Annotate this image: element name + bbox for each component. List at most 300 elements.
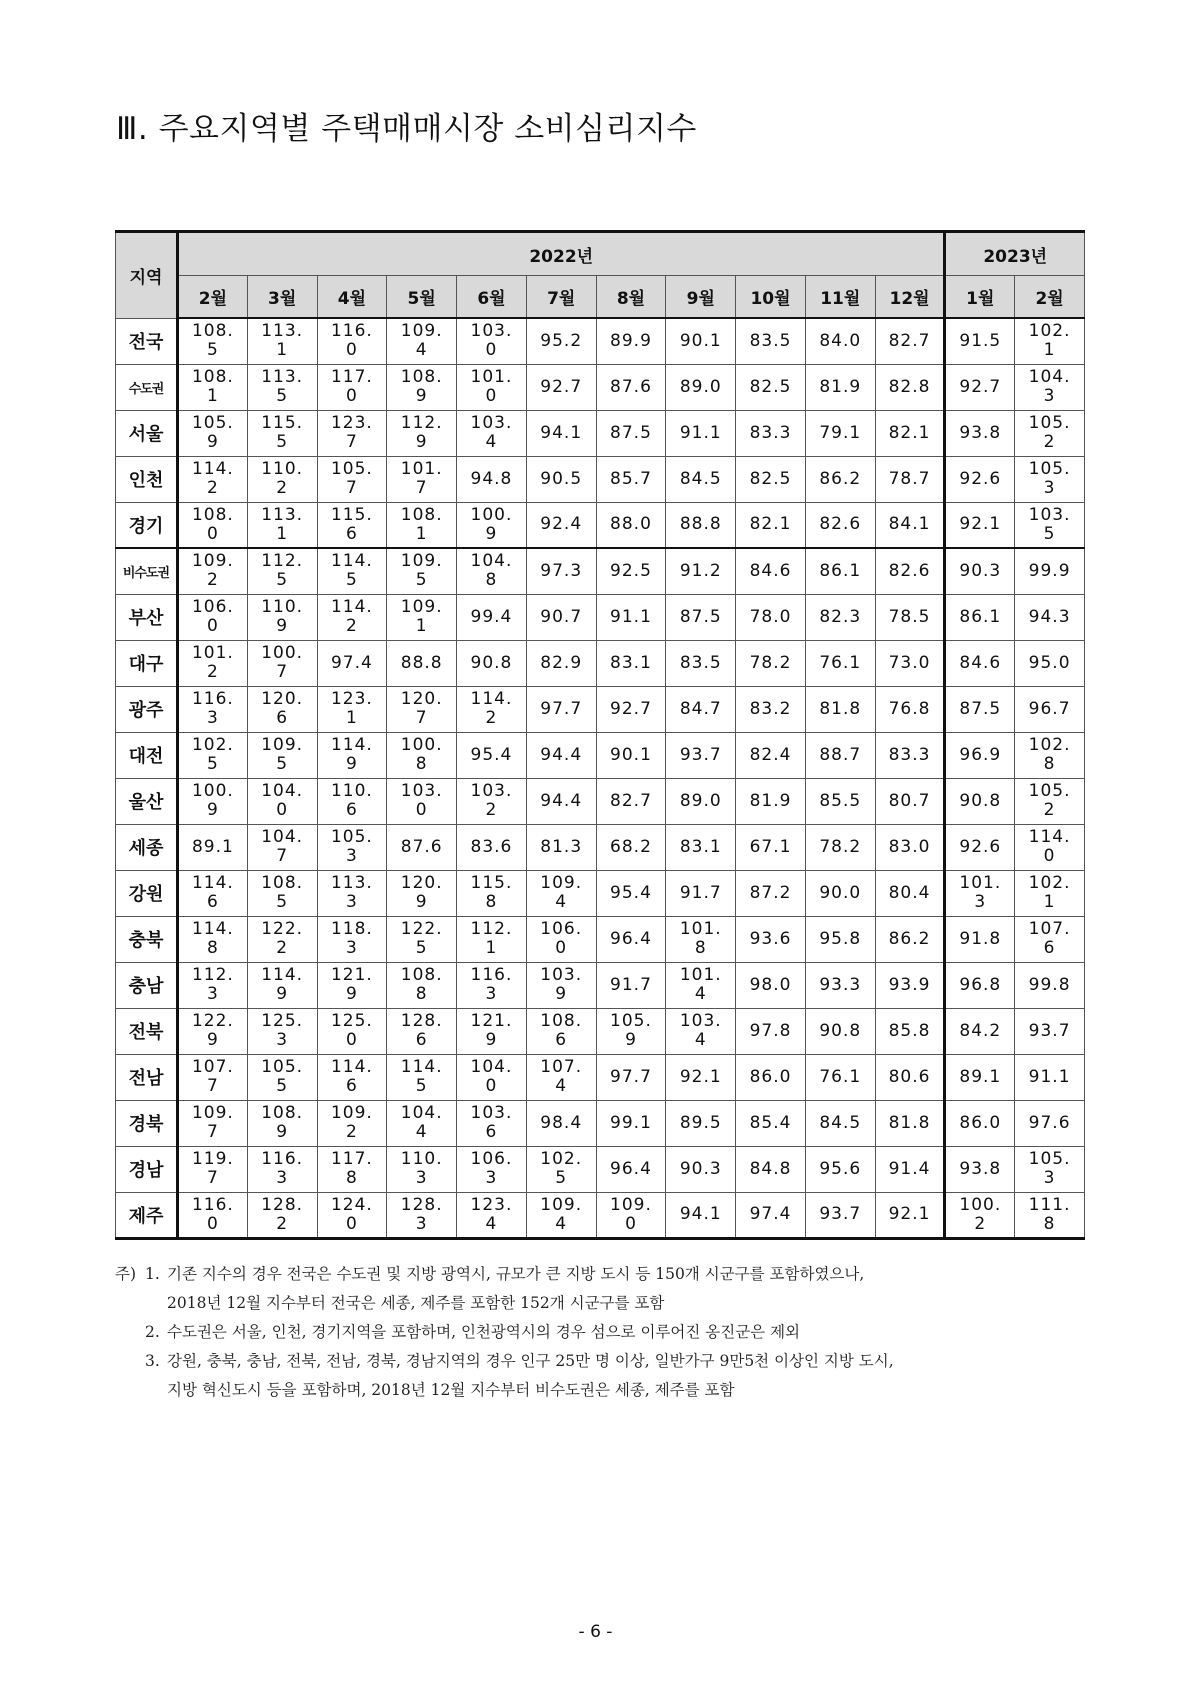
value-cell: 105.9 — [596, 1008, 666, 1054]
value-cell: 108.9 — [387, 364, 457, 410]
value-cell: 102.1 — [1015, 318, 1085, 364]
value-cell: 87.6 — [387, 824, 457, 870]
value-cell: 87.5 — [596, 410, 666, 456]
value-cell: 114.6 — [178, 870, 248, 916]
region-cell: 경남 — [116, 1146, 178, 1192]
region-cell: 세종 — [116, 824, 178, 870]
value-cell: 81.8 — [875, 1100, 945, 1146]
value-cell: 92.5 — [596, 548, 666, 594]
table-row — [116, 962, 1085, 1008]
value-cell: 78.0 — [736, 594, 806, 640]
footnote-item — [115, 1260, 1095, 1289]
value-cell: 93.9 — [875, 962, 945, 1008]
region-cell: 비수도권 — [116, 548, 178, 594]
value-cell: 91.5 — [945, 318, 1015, 364]
value-cell: 83.5 — [666, 640, 736, 686]
footnote-continuation: 2018년 12월 지수부터 전국은 세종, 제주를 포함한 152개 시군구를 포함 — [167, 1294, 665, 1312]
value-cell: 91.4 — [875, 1146, 945, 1192]
value-cell: 86.0 — [736, 1054, 806, 1100]
value-cell: 97.8 — [736, 1008, 806, 1054]
value-cell: 93.7 — [805, 1192, 875, 1238]
region-cell: 경기 — [116, 502, 178, 548]
value-cell: 112.5 — [247, 548, 317, 594]
value-cell: 102.5 — [178, 732, 248, 778]
value-cell: 93.7 — [666, 732, 736, 778]
value-cell: 103.0 — [387, 778, 457, 824]
value-cell: 82.9 — [526, 640, 596, 686]
value-cell: 80.6 — [875, 1054, 945, 1100]
value-cell: 113.1 — [247, 318, 317, 364]
month-header: 3월 — [247, 276, 317, 319]
value-cell: 96.4 — [596, 1146, 666, 1192]
value-cell: 113.1 — [247, 502, 317, 548]
value-cell: 116.0 — [178, 1192, 248, 1238]
value-cell: 109.4 — [526, 870, 596, 916]
value-cell: 128.6 — [387, 1008, 457, 1054]
footnote-item — [115, 1318, 1095, 1347]
table-row — [116, 456, 1085, 502]
value-cell: 114.2 — [317, 594, 387, 640]
table-row — [116, 870, 1085, 916]
value-cell: 121.9 — [317, 962, 387, 1008]
value-cell: 78.7 — [875, 456, 945, 502]
value-cell: 89.1 — [945, 1054, 1015, 1100]
value-cell: 86.0 — [945, 1100, 1015, 1146]
page-number: - 6 - — [578, 1622, 613, 1642]
value-cell: 114.5 — [317, 548, 387, 594]
value-cell: 95.6 — [805, 1146, 875, 1192]
value-cell: 107.7 — [178, 1054, 248, 1100]
month-header: 8월 — [596, 276, 666, 319]
value-cell: 93.3 — [805, 962, 875, 1008]
value-cell: 105.9 — [178, 410, 248, 456]
table-row — [116, 686, 1085, 732]
value-cell: 76.1 — [805, 1054, 875, 1100]
value-cell: 94.4 — [526, 778, 596, 824]
value-cell: 106.0 — [178, 594, 248, 640]
value-cell: 105.3 — [1015, 1146, 1085, 1192]
value-cell: 84.8 — [736, 1146, 806, 1192]
value-cell: 82.7 — [596, 778, 666, 824]
footnote-prefix — [115, 1347, 145, 1376]
value-cell: 89.0 — [666, 364, 736, 410]
value-cell: 102.5 — [526, 1146, 596, 1192]
value-cell: 97.7 — [526, 686, 596, 732]
table-row — [116, 916, 1085, 962]
table-row — [116, 732, 1085, 778]
table-row — [116, 1192, 1085, 1238]
value-cell: 112.1 — [457, 916, 527, 962]
value-cell: 118.3 — [317, 916, 387, 962]
value-cell: 83.0 — [875, 824, 945, 870]
value-cell: 81.9 — [805, 364, 875, 410]
footnote-continuation: 지방 혁신도시 등을 포함하며, 2018년 12월 지수부터 비수도권은 세종, 제주를 포함 — [167, 1381, 735, 1399]
value-cell: 115.5 — [247, 410, 317, 456]
value-cell: 90.5 — [526, 456, 596, 502]
value-cell: 109.2 — [178, 548, 248, 594]
value-cell: 92.6 — [945, 456, 1015, 502]
region-cell: 충남 — [116, 962, 178, 1008]
value-cell: 114.5 — [387, 1054, 457, 1100]
month-header-row — [116, 276, 1085, 319]
value-cell: 101.2 — [178, 640, 248, 686]
value-cell: 116.3 — [457, 962, 527, 1008]
value-cell: 119.7 — [178, 1146, 248, 1192]
value-cell: 111.8 — [1015, 1192, 1085, 1238]
value-cell: 110.2 — [247, 456, 317, 502]
value-cell: 110.6 — [317, 778, 387, 824]
value-cell: 117.8 — [317, 1146, 387, 1192]
table-row — [116, 824, 1085, 870]
value-cell: 92.4 — [526, 502, 596, 548]
value-cell: 108.9 — [247, 1100, 317, 1146]
value-cell: 95.8 — [805, 916, 875, 962]
value-cell: 84.2 — [945, 1008, 1015, 1054]
value-cell: 97.3 — [526, 548, 596, 594]
value-cell: 78.5 — [875, 594, 945, 640]
value-cell: 108.8 — [387, 962, 457, 1008]
value-cell: 122.9 — [178, 1008, 248, 1054]
value-cell: 88.8 — [387, 640, 457, 686]
table-body — [116, 318, 1085, 1238]
value-cell: 105.2 — [1015, 410, 1085, 456]
value-cell: 106.0 — [526, 916, 596, 962]
table-row — [116, 778, 1085, 824]
value-cell: 103.0 — [457, 318, 527, 364]
value-cell: 82.7 — [875, 318, 945, 364]
value-cell: 78.2 — [805, 824, 875, 870]
month-header: 1월 — [945, 276, 1015, 319]
region-cell: 광주 — [116, 686, 178, 732]
footnote-prefix: 주) — [115, 1265, 137, 1283]
month-header: 6월 — [457, 276, 527, 319]
value-cell: 101.8 — [666, 916, 736, 962]
month-header: 5월 — [387, 276, 457, 319]
value-cell: 91.7 — [666, 870, 736, 916]
region-cell: 수도권 — [116, 364, 178, 410]
table-row — [116, 640, 1085, 686]
value-cell: 83.5 — [736, 318, 806, 364]
value-cell: 84.5 — [805, 1100, 875, 1146]
value-cell: 108.1 — [178, 364, 248, 410]
region-cell: 제주 — [116, 1192, 178, 1238]
value-cell: 89.1 — [178, 824, 248, 870]
value-cell: 80.4 — [875, 870, 945, 916]
month-header: 9월 — [666, 276, 736, 319]
value-cell: 92.6 — [945, 824, 1015, 870]
month-header: 11월 — [805, 276, 875, 319]
value-cell: 109.0 — [596, 1192, 666, 1238]
value-cell: 108.5 — [247, 870, 317, 916]
value-cell: 91.2 — [666, 548, 736, 594]
value-cell: 83.6 — [457, 824, 527, 870]
value-cell: 120.7 — [387, 686, 457, 732]
region-cell: 전남 — [116, 1054, 178, 1100]
value-cell: 96.4 — [596, 916, 666, 962]
value-cell: 79.1 — [805, 410, 875, 456]
value-cell: 109.5 — [247, 732, 317, 778]
value-cell: 67.1 — [736, 824, 806, 870]
value-cell: 96.7 — [1015, 686, 1085, 732]
value-cell: 128.2 — [247, 1192, 317, 1238]
value-cell: 95.2 — [526, 318, 596, 364]
table-row — [116, 548, 1085, 594]
table-row — [116, 502, 1085, 548]
value-cell: 104.7 — [247, 824, 317, 870]
value-cell: 112.3 — [178, 962, 248, 1008]
value-cell: 84.1 — [875, 502, 945, 548]
footnotes — [115, 1260, 1095, 1405]
footnote-item — [115, 1347, 1095, 1376]
value-cell: 94.1 — [666, 1192, 736, 1238]
value-cell: 81.3 — [526, 824, 596, 870]
value-cell: 104.8 — [457, 548, 527, 594]
value-cell: 93.6 — [736, 916, 806, 962]
value-cell: 108.0 — [178, 502, 248, 548]
value-cell: 73.0 — [875, 640, 945, 686]
value-cell: 84.0 — [805, 318, 875, 364]
value-cell: 106.3 — [457, 1146, 527, 1192]
value-cell: 92.1 — [945, 502, 1015, 548]
value-cell: 120.6 — [247, 686, 317, 732]
value-cell: 95.0 — [1015, 640, 1085, 686]
value-cell: 82.1 — [736, 502, 806, 548]
value-cell: 86.2 — [805, 456, 875, 502]
value-cell: 95.4 — [457, 732, 527, 778]
value-cell: 92.1 — [666, 1054, 736, 1100]
value-cell: 88.7 — [805, 732, 875, 778]
value-cell: 87.5 — [945, 686, 1015, 732]
value-cell: 90.7 — [526, 594, 596, 640]
value-cell: 91.1 — [596, 594, 666, 640]
value-cell: 100.2 — [945, 1192, 1015, 1238]
value-cell: 83.3 — [875, 732, 945, 778]
table-row — [116, 1146, 1085, 1192]
consumer-sentiment-table — [115, 230, 1085, 1240]
value-cell: 125.3 — [247, 1008, 317, 1054]
value-cell: 128.3 — [387, 1192, 457, 1238]
value-cell: 82.8 — [875, 364, 945, 410]
value-cell: 82.5 — [736, 364, 806, 410]
value-cell: 76.8 — [875, 686, 945, 732]
value-cell: 109.4 — [526, 1192, 596, 1238]
value-cell: 85.5 — [805, 778, 875, 824]
value-cell: 84.5 — [666, 456, 736, 502]
value-cell: 97.4 — [736, 1192, 806, 1238]
value-cell: 99.4 — [457, 594, 527, 640]
value-cell: 90.8 — [457, 640, 527, 686]
value-cell: 114.9 — [247, 962, 317, 1008]
value-cell: 105.2 — [1015, 778, 1085, 824]
year-2022-header: 2022년 — [178, 232, 945, 276]
value-cell: 100.9 — [457, 502, 527, 548]
value-cell: 98.0 — [736, 962, 806, 1008]
value-cell: 100.8 — [387, 732, 457, 778]
value-cell: 82.4 — [736, 732, 806, 778]
value-cell: 91.7 — [596, 962, 666, 1008]
value-cell: 82.1 — [875, 410, 945, 456]
value-cell: 122.2 — [247, 916, 317, 962]
value-cell: 109.2 — [317, 1100, 387, 1146]
value-cell: 68.2 — [596, 824, 666, 870]
footnote-text: 수도권은 서울, 인천, 경기지역을 포함하며, 인천광역시의 경우 섬으로 이루어진 옹진군은 제외 — [167, 1323, 801, 1341]
value-cell: 96.8 — [945, 962, 1015, 1008]
value-cell: 76.1 — [805, 640, 875, 686]
value-cell: 97.4 — [317, 640, 387, 686]
year-2023-header: 2023년 — [945, 232, 1085, 276]
value-cell: 109.1 — [387, 594, 457, 640]
value-cell: 94.3 — [1015, 594, 1085, 640]
value-cell: 123.7 — [317, 410, 387, 456]
value-cell: 105.3 — [1015, 456, 1085, 502]
region-cell: 부산 — [116, 594, 178, 640]
value-cell: 84.7 — [666, 686, 736, 732]
table-row — [116, 1054, 1085, 1100]
value-cell: 80.7 — [875, 778, 945, 824]
region-header: 지역 — [116, 232, 178, 319]
value-cell: 122.5 — [387, 916, 457, 962]
value-cell: 120.9 — [387, 870, 457, 916]
value-cell: 82.6 — [805, 502, 875, 548]
value-cell: 97.6 — [1015, 1100, 1085, 1146]
value-cell: 109.4 — [387, 318, 457, 364]
region-cell: 강원 — [116, 870, 178, 916]
value-cell: 93.7 — [1015, 1008, 1085, 1054]
region-cell: 인천 — [116, 456, 178, 502]
table-row — [116, 318, 1085, 364]
value-cell: 101.0 — [457, 364, 527, 410]
value-cell: 91.8 — [945, 916, 1015, 962]
value-cell: 81.9 — [736, 778, 806, 824]
value-cell: 124.0 — [317, 1192, 387, 1238]
footnote-number: 3. — [145, 1352, 160, 1370]
month-header: 2월 — [178, 276, 248, 319]
value-cell: 87.2 — [736, 870, 806, 916]
value-cell: 103.4 — [457, 410, 527, 456]
value-cell: 114.8 — [178, 916, 248, 962]
value-cell: 86.1 — [945, 594, 1015, 640]
value-cell: 101.4 — [666, 962, 736, 1008]
value-cell: 121.9 — [457, 1008, 527, 1054]
value-cell: 96.9 — [945, 732, 1015, 778]
value-cell: 99.1 — [596, 1100, 666, 1146]
value-cell: 105.3 — [317, 824, 387, 870]
value-cell: 114.0 — [1015, 824, 1085, 870]
value-cell: 85.7 — [596, 456, 666, 502]
page-title: Ⅲ. 주요지역별 주택매매시장 소비심리지수 — [116, 111, 697, 147]
value-cell: 116.3 — [178, 686, 248, 732]
value-cell: 94.1 — [526, 410, 596, 456]
value-cell: 94.8 — [457, 456, 527, 502]
value-cell: 92.1 — [875, 1192, 945, 1238]
value-cell: 110.3 — [387, 1146, 457, 1192]
value-cell: 123.4 — [457, 1192, 527, 1238]
footnote-text: 기존 지수의 경우 전국은 수도권 및 지방 광역시, 규모가 큰 지방 도시 등 150개 시군구를 포함하였으나, — [167, 1265, 865, 1283]
value-cell: 108.1 — [387, 502, 457, 548]
value-cell: 103.2 — [457, 778, 527, 824]
value-cell: 103.4 — [666, 1008, 736, 1054]
value-cell: 114.9 — [317, 732, 387, 778]
value-cell: 89.5 — [666, 1100, 736, 1146]
value-cell: 97.7 — [596, 1054, 666, 1100]
table-row — [116, 410, 1085, 456]
value-cell: 104.0 — [457, 1054, 527, 1100]
footnote-number: 2. — [145, 1323, 160, 1341]
table-row — [116, 364, 1085, 410]
value-cell: 88.8 — [666, 502, 736, 548]
value-cell: 109.7 — [178, 1100, 248, 1146]
value-cell: 78.2 — [736, 640, 806, 686]
value-cell: 86.2 — [875, 916, 945, 962]
value-cell: 91.1 — [1015, 1054, 1085, 1100]
value-cell: 90.8 — [945, 778, 1015, 824]
month-header: 7월 — [526, 276, 596, 319]
value-cell: 82.5 — [736, 456, 806, 502]
month-header: 12월 — [875, 276, 945, 319]
value-cell: 107.4 — [526, 1054, 596, 1100]
value-cell: 104.0 — [247, 778, 317, 824]
value-cell: 95.4 — [596, 870, 666, 916]
value-cell: 92.7 — [945, 364, 1015, 410]
value-cell: 82.6 — [875, 548, 945, 594]
value-cell: 116.0 — [317, 318, 387, 364]
value-cell: 94.4 — [526, 732, 596, 778]
value-cell: 98.4 — [526, 1100, 596, 1146]
region-cell: 울산 — [116, 778, 178, 824]
value-cell: 101.3 — [945, 870, 1015, 916]
region-cell: 충북 — [116, 916, 178, 962]
region-cell: 대전 — [116, 732, 178, 778]
value-cell: 114.2 — [457, 686, 527, 732]
value-cell: 104.3 — [1015, 364, 1085, 410]
value-cell: 86.1 — [805, 548, 875, 594]
value-cell: 113.5 — [247, 364, 317, 410]
region-cell: 경북 — [116, 1100, 178, 1146]
value-cell: 85.8 — [875, 1008, 945, 1054]
value-cell: 102.1 — [1015, 870, 1085, 916]
value-cell: 85.4 — [736, 1100, 806, 1146]
value-cell: 103.5 — [1015, 502, 1085, 548]
value-cell: 115.8 — [457, 870, 527, 916]
footnote-text: 강원, 충북, 충남, 전북, 전남, 경북, 경남지역의 경우 인구 25만 명 이상, 일반가구 9만5천 이상인 지방 도시, — [167, 1352, 894, 1370]
value-cell: 82.3 — [805, 594, 875, 640]
value-cell: 114.2 — [178, 456, 248, 502]
value-cell: 83.1 — [666, 824, 736, 870]
value-cell: 84.6 — [736, 548, 806, 594]
region-cell: 전국 — [116, 318, 178, 364]
value-cell: 105.7 — [317, 456, 387, 502]
value-cell: 83.2 — [736, 686, 806, 732]
value-cell: 114.6 — [317, 1054, 387, 1100]
value-cell: 99.8 — [1015, 962, 1085, 1008]
value-cell: 101.7 — [387, 456, 457, 502]
value-cell: 100.9 — [178, 778, 248, 824]
table-row — [116, 594, 1085, 640]
value-cell: 125.0 — [317, 1008, 387, 1054]
value-cell: 89.0 — [666, 778, 736, 824]
value-cell: 81.8 — [805, 686, 875, 732]
value-cell: 103.6 — [457, 1100, 527, 1146]
value-cell: 84.6 — [945, 640, 1015, 686]
month-header: 4월 — [317, 276, 387, 319]
value-cell: 108.6 — [526, 1008, 596, 1054]
value-cell: 90.8 — [805, 1008, 875, 1054]
month-header: 10월 — [736, 276, 806, 319]
value-cell: 110.9 — [247, 594, 317, 640]
value-cell: 91.1 — [666, 410, 736, 456]
month-header: 2월 — [1015, 276, 1085, 319]
year-header-row — [116, 232, 1085, 276]
